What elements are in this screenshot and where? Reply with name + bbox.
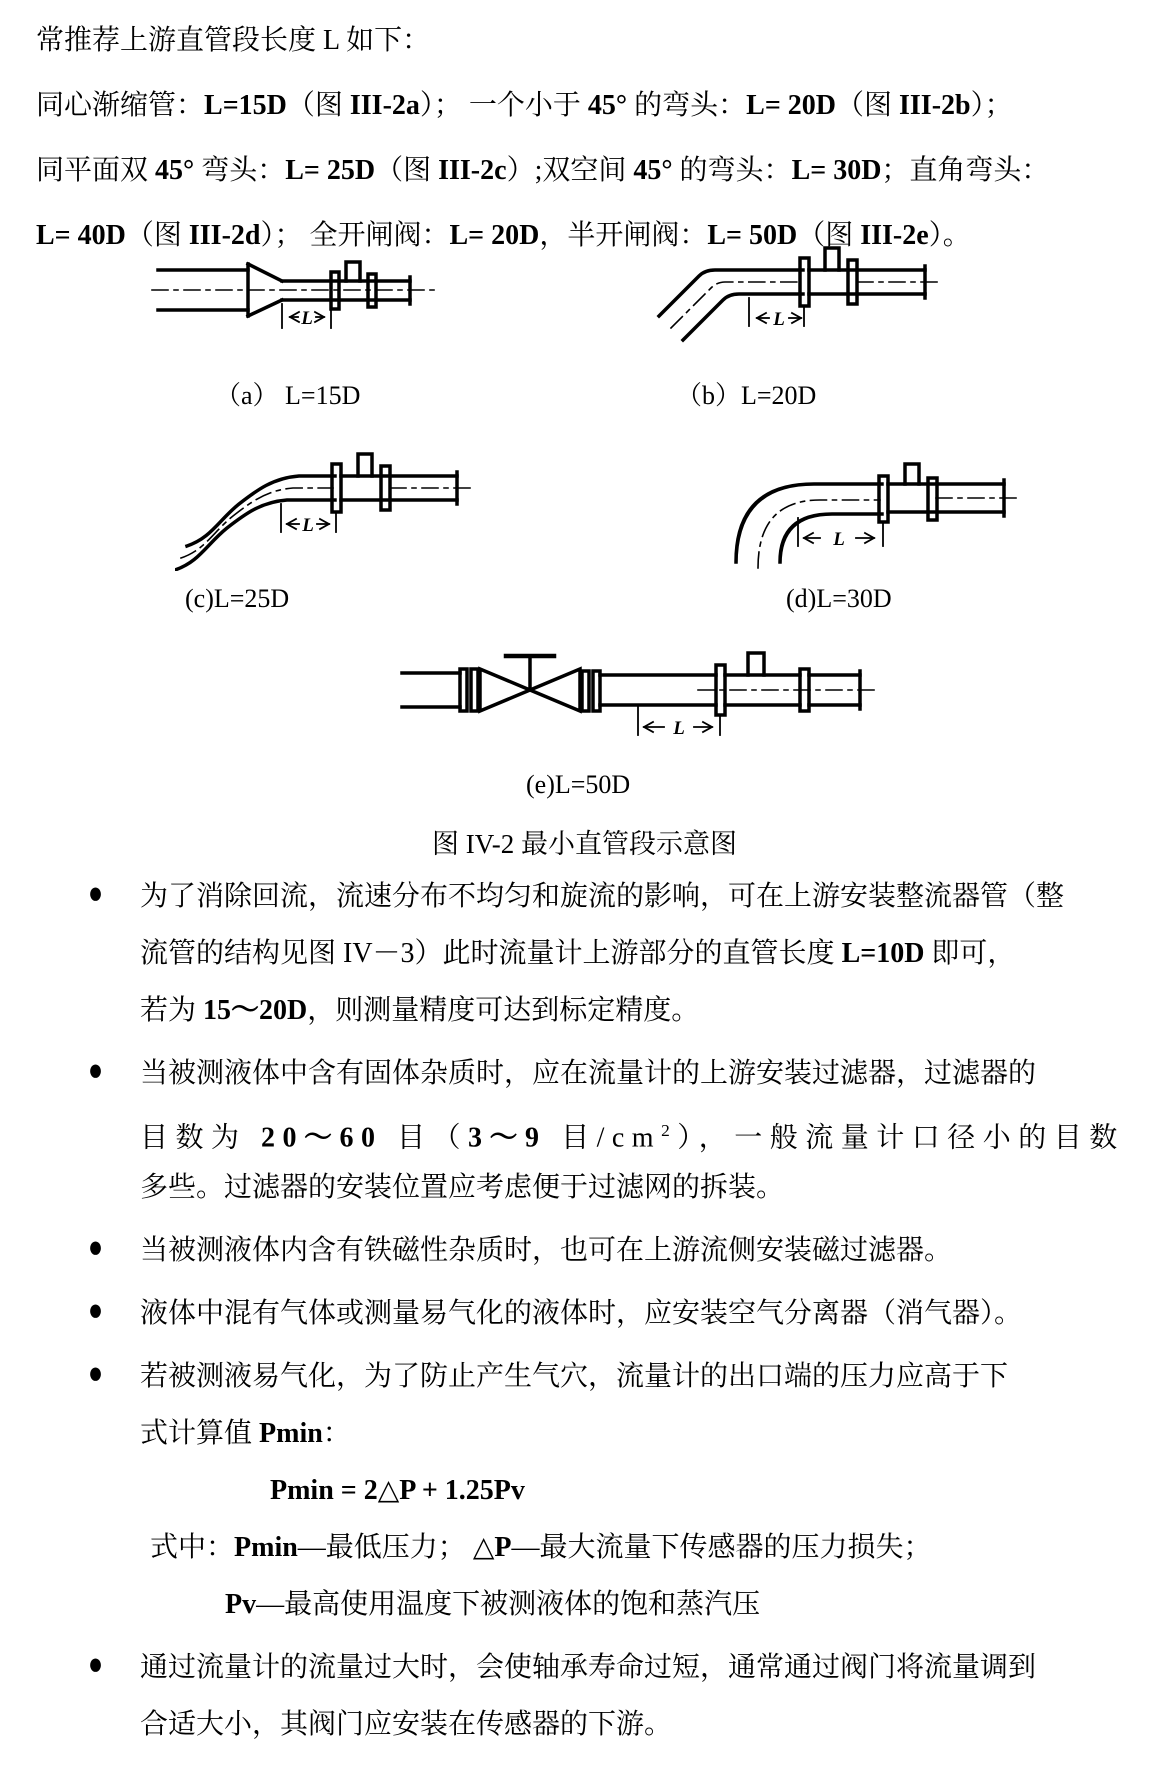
gate-valve-symbol [480, 656, 580, 711]
caption-a: （a） L=15D [215, 381, 361, 410]
sensor-stub [905, 464, 919, 484]
bullet-line: 流管的结构见图 IV－3）此时流量计上游部分的直管长度 L=10D 即可， [140, 938, 1016, 969]
diagram-d-right-angle-bend [720, 450, 1020, 575]
dim-label: L [773, 309, 785, 330]
flange [471, 669, 478, 711]
bullet-marker: ● [88, 1053, 104, 1088]
intro-paragraph [36, 8, 1139, 268]
caption-c: (c)L=25D [185, 584, 290, 613]
dimension-L [798, 518, 883, 550]
flange [800, 258, 809, 306]
bullet-line: 目数为 20～60 目（3～9 目$/cm^2$），一般流量计口径小的目数 [140, 1121, 1125, 1154]
formula-note-line-1: 式中：Pmin—最低压力； △P—最大流量下传感器的压力损失； [150, 1532, 932, 1563]
caption-e: (e)L=50D [526, 770, 631, 799]
dimension-L [638, 707, 720, 739]
bullet-line: 为了消除回流，流速分布不均匀和旋流的影响，可在上游安装整流器管（整 [140, 881, 1065, 912]
flange [582, 671, 589, 711]
pipe-drawing-a [150, 244, 440, 334]
bullet-marker: ● [88, 1356, 104, 1391]
bullet-line: 液体中混有气体或测量易气化的液体时，应安装空气分离器（消气器）。 [140, 1298, 1023, 1329]
sensor-stub [346, 262, 360, 281]
bullet-flow-straightener [0, 868, 1169, 1039]
meter-body [725, 653, 800, 705]
sensor-stub [748, 653, 764, 675]
caption-d: (d)L=30D [786, 584, 892, 613]
sensor-stub [825, 248, 839, 270]
dim-label: L [673, 718, 685, 739]
pipe-drawing-e [398, 643, 878, 743]
bullet-cavitation [0, 1348, 1169, 1462]
intro-line-4: L= 40D（图 III-2d）； 全开闸阀：L= 20D，半开闸阀：L= 50D（图 III-2e）。 [36, 220, 971, 251]
pipe-drawing-c [175, 436, 475, 571]
bullet-marker: ● [88, 876, 104, 911]
intro-line-1: 常推荐上游直管段长度 L 如下： [36, 25, 431, 56]
bullet-line: 若为 15～20D，则测量精度可达到标定精度。 [140, 995, 700, 1026]
dimension-L [281, 504, 336, 536]
bullet-flow-too-large [0, 1639, 1169, 1753]
intro-line-3: 同平面双 45° 弯头：L= 25D（图 III-2c）;双空间 45° 的弯头：L= 30D；直角弯头： [36, 155, 1050, 186]
intro-line-2: 同心渐缩管：L=15D（图 III-2a）； 一个小于 45° 的弯头：L= 20D（图 III-2b）； [36, 90, 1013, 121]
dimension-L [749, 298, 804, 330]
dimension-L [282, 304, 331, 329]
diagram-e-gate-valve [398, 643, 878, 748]
bullet-filter [0, 1045, 1169, 1216]
flange [332, 464, 341, 512]
straight-pipe [341, 472, 473, 504]
dim-label: L [302, 515, 314, 536]
flange [848, 260, 857, 304]
bullet-marker: ● [88, 1230, 104, 1265]
pipe-drawing-d [720, 450, 1020, 570]
flange [381, 466, 390, 510]
bullet-marker: ● [88, 1647, 104, 1682]
elbow-pipe [736, 484, 882, 568]
diagram-a-concentric-reducer [150, 244, 440, 339]
bullet-line: 当被测液体中含有固体杂质时，应在流量计的上游安装过滤器，过滤器的 [140, 1058, 1037, 1089]
bullet-line: 多些。过滤器的安装位置应考虑便于过滤网的拆装。 [140, 1172, 785, 1203]
large-pipe [158, 270, 248, 310]
straight-pipe [809, 266, 941, 298]
diagram-b-single-45-bend [645, 232, 945, 352]
dim-label: L [301, 308, 313, 329]
bullet-line: 当被测液体内含有铁磁性杂质时，也可在上游流侧安装磁过滤器。 [140, 1235, 953, 1266]
formula-block [0, 1462, 1169, 1633]
flange [460, 669, 467, 711]
inlet-pipe [402, 673, 460, 707]
bullet-magnetic-filter [0, 1222, 1169, 1279]
bullet-air-separator [0, 1285, 1169, 1342]
caption-b: （b）L=20D [676, 381, 817, 410]
flange [368, 274, 376, 307]
pipe-drawing-b [645, 232, 945, 347]
sensor-stub [358, 454, 372, 476]
formula-note-line-2: Pv—最高使用温度下被测液体的饱和蒸汽压 [225, 1589, 761, 1620]
bullet-list [0, 868, 1169, 1753]
dim-label: L [833, 529, 845, 550]
bullet-line: 合适大小，其阀门应安装在传感器的下游。 [140, 1709, 673, 1740]
figure-title: 图 IV-2 最小直管段示意图 [431, 829, 737, 859]
diagram-c-double-45-bend [175, 436, 475, 576]
bullet-line: 式计算值 Pmin： [140, 1418, 351, 1449]
bullet-line: 若被测液易气化，为了防止产生气穴，流量计的出口端的压力应高于下 [140, 1361, 1009, 1392]
bullet-marker: ● [88, 1293, 104, 1328]
bullet-line: 通过流量计的流量过大时，会使轴承寿命过短，通常通过阀门将流量调到 [140, 1652, 1037, 1683]
straight-pipe [888, 480, 1018, 516]
pmin-formula: Pmin = 2△P + 1.25Pv [270, 1475, 525, 1506]
